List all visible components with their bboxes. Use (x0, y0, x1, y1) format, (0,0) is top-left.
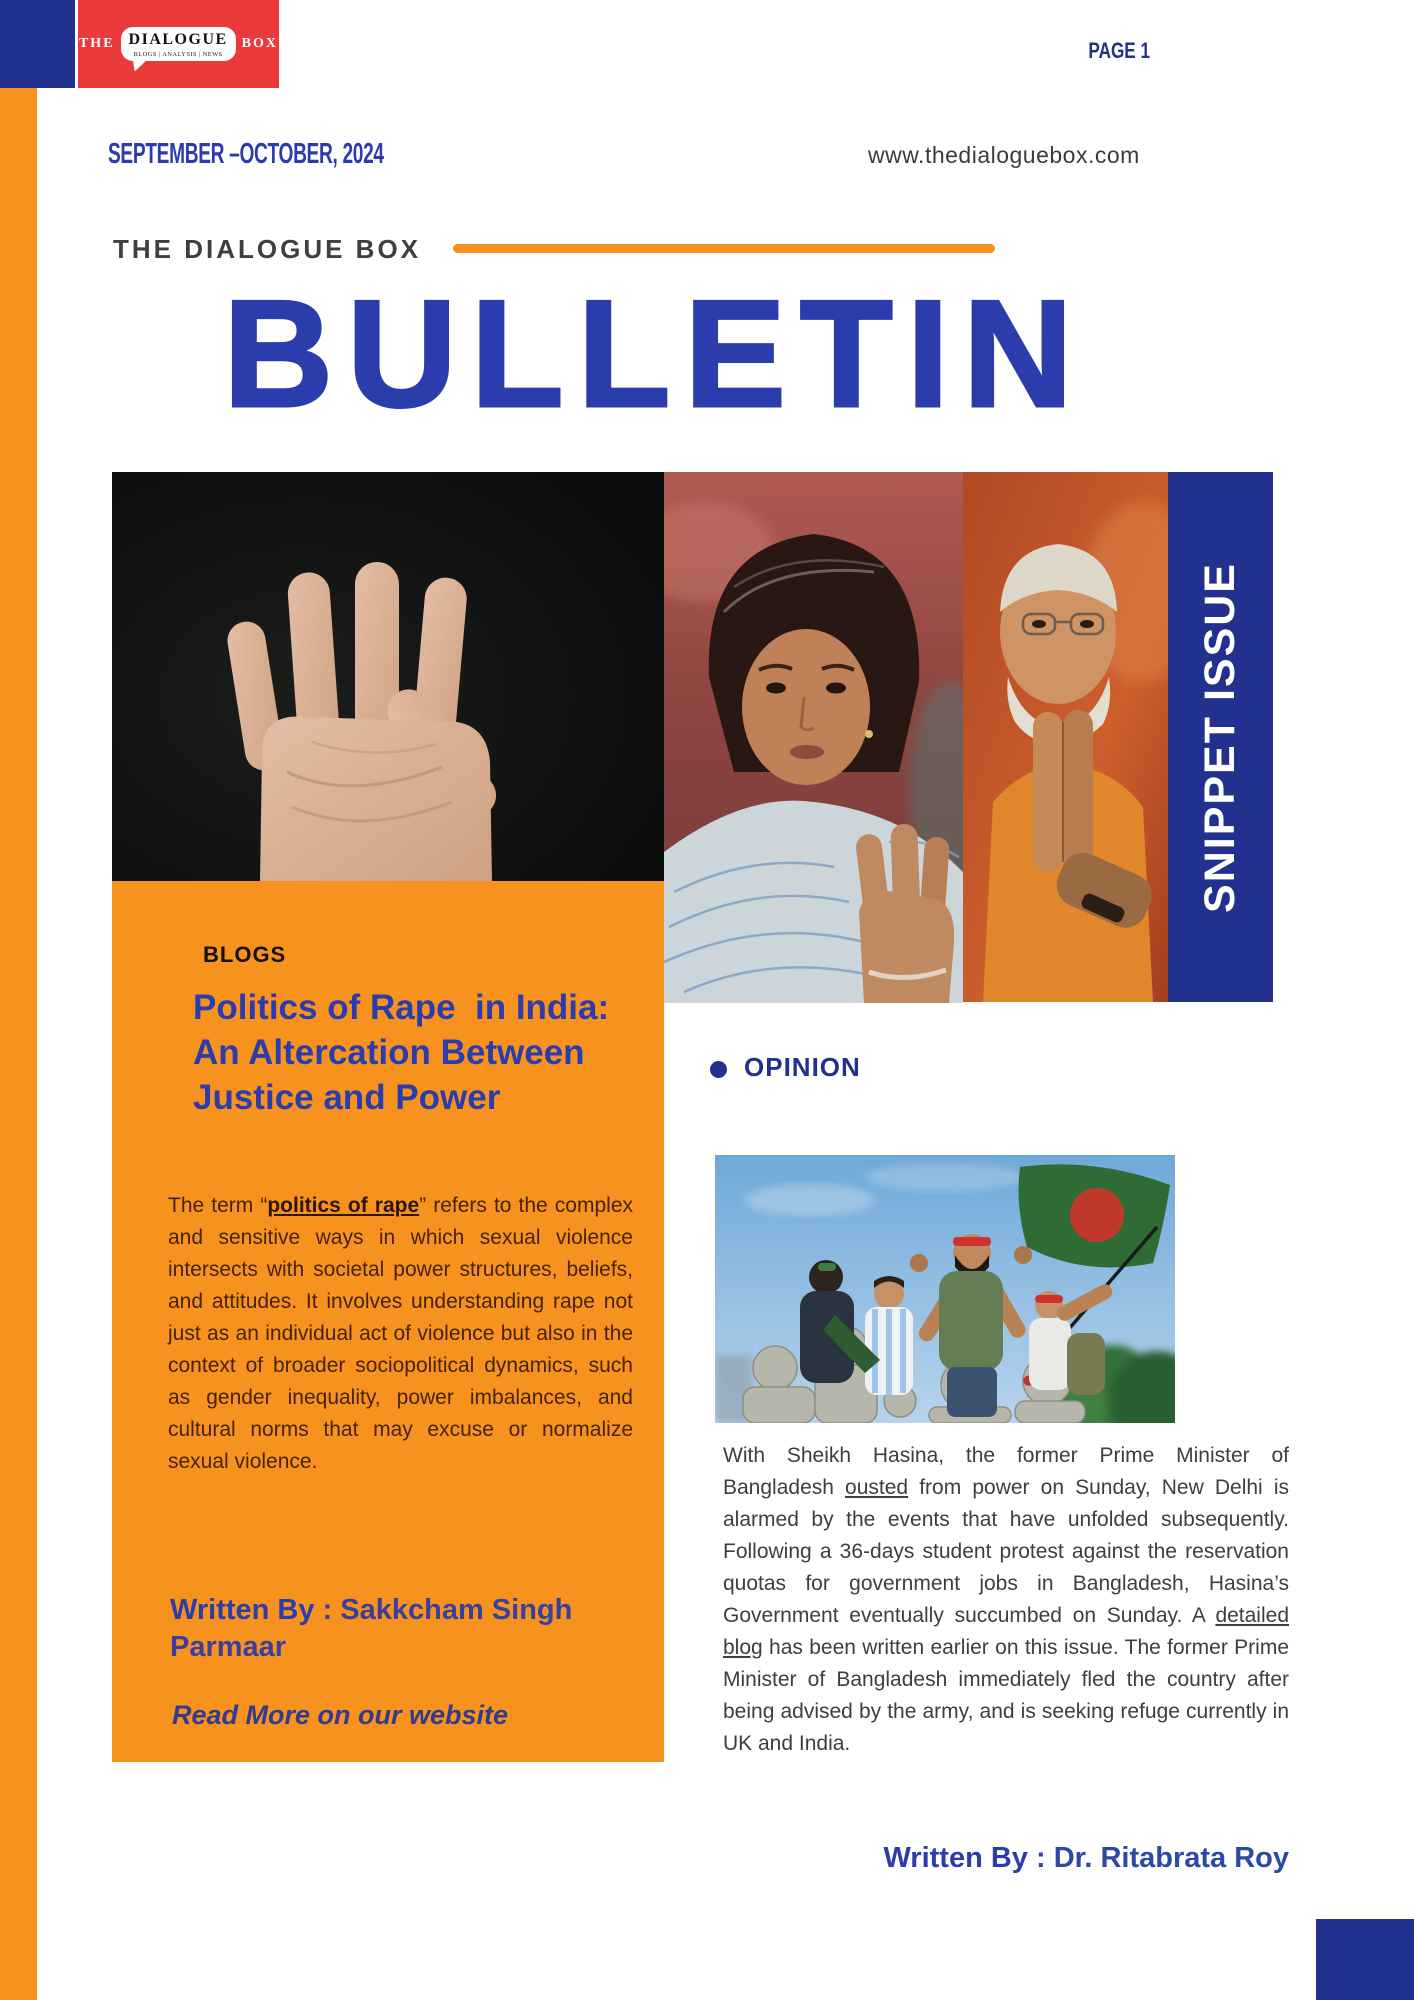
snippet-issue-banner-text: SNIPPET ISSUE (1196, 561, 1245, 913)
masthead-kicker: THE DIALOGUE BOX (113, 234, 422, 264)
blogs-article-title: Politics of Rape in India: An Altercation Between Justice and Power (193, 988, 618, 1117)
read-more-link[interactable]: Read More on our website (172, 1700, 509, 1730)
bottom-right-corner-block (1316, 1919, 1414, 2000)
snippet-issue-banner (1168, 472, 1273, 1002)
blogs-byline (170, 1592, 602, 1666)
blogs-article-body (168, 1190, 633, 1478)
raised-hand-photo (112, 472, 664, 881)
bangladesh-protest-illustration (715, 1155, 1175, 1423)
top-left-corner-block (0, 0, 75, 88)
website-url[interactable]: www.thedialoguebox.com (868, 142, 1140, 168)
blogs-section-label: BLOGS (203, 942, 287, 967)
protest-photo (715, 1155, 1175, 1423)
opinion-body-text-2: from power on Sunday, New Delhi is alarmed by the events that have unfolded subsequently. Following a 36-days student protest against the reservation quotas for government jobs in Bangladesh, Hasina’s Government eventually succumbed on Sunday. A (723, 1476, 1289, 1627)
logo-word-the: THE (78, 36, 115, 51)
blogs-author-name: : Sakkcham Singh Parmaar (170, 1594, 573, 1663)
waving-woman-illustration (664, 472, 963, 1003)
opinion-body-text-3: has been written earlier on this issue. The former Prime Minister of Bangladesh immediately fled the country after being advised by the army, and is seeking refuge currently in UK and India. (723, 1636, 1289, 1755)
ousted-link[interactable]: ousted (845, 1476, 909, 1499)
issue-date: SEPTEMBER –OCTOBER, 2024 (108, 138, 384, 170)
opinion-body-text-1: With Sheikh Hasina, the former Prime Minister of Bangladesh (723, 1444, 1289, 1499)
masthead-title: BULLETIN (223, 269, 1087, 439)
blogs-written-by-label: Written By (170, 1594, 315, 1626)
mamata-banerjee-photo (664, 472, 963, 1003)
opinion-written-by-label: Written By (883, 1842, 1028, 1874)
blogs-body-text-1: The term “ (168, 1194, 268, 1217)
logo-word-box: BOX (241, 36, 279, 51)
opinion-bullet-icon (710, 1061, 727, 1078)
logo-word-dialogue: DIALOGUE (128, 31, 228, 48)
blogs-body-text-2: ” refers to the complex and sensitive ways in which sexual violence intersects with societal power structures, beliefs, and attitudes. It involves understanding rape not just as an individual act of violence but also in the context of broader sociopolitical dynamics, such as gender inequality, power imbalances, and cultural norms that may excuse or normalize sexual violence. (168, 1194, 633, 1473)
logo-speech-bubble (121, 27, 236, 61)
dialogue-box-logo (78, 0, 279, 88)
kicker-rule (453, 244, 995, 253)
opinion-article-body (723, 1440, 1289, 1760)
detailed-blog-link[interactable]: detailed blog (723, 1604, 1289, 1659)
opinion-byline (723, 1842, 1289, 1875)
raised-hand-illustration (112, 472, 664, 881)
page-number: PAGE 1 (1088, 38, 1150, 63)
logo-tagline: BLOGS | ANALYSIS | NEWS (133, 51, 223, 58)
modi-photo (963, 472, 1168, 1002)
politics-of-rape-link[interactable]: politics of rape (267, 1194, 420, 1217)
opinion-author-name: : Dr. Ritabrata Roy (1027, 1842, 1289, 1874)
namaste-man-illustration (963, 472, 1168, 1002)
opinion-section-label: OPINION (744, 1052, 861, 1082)
